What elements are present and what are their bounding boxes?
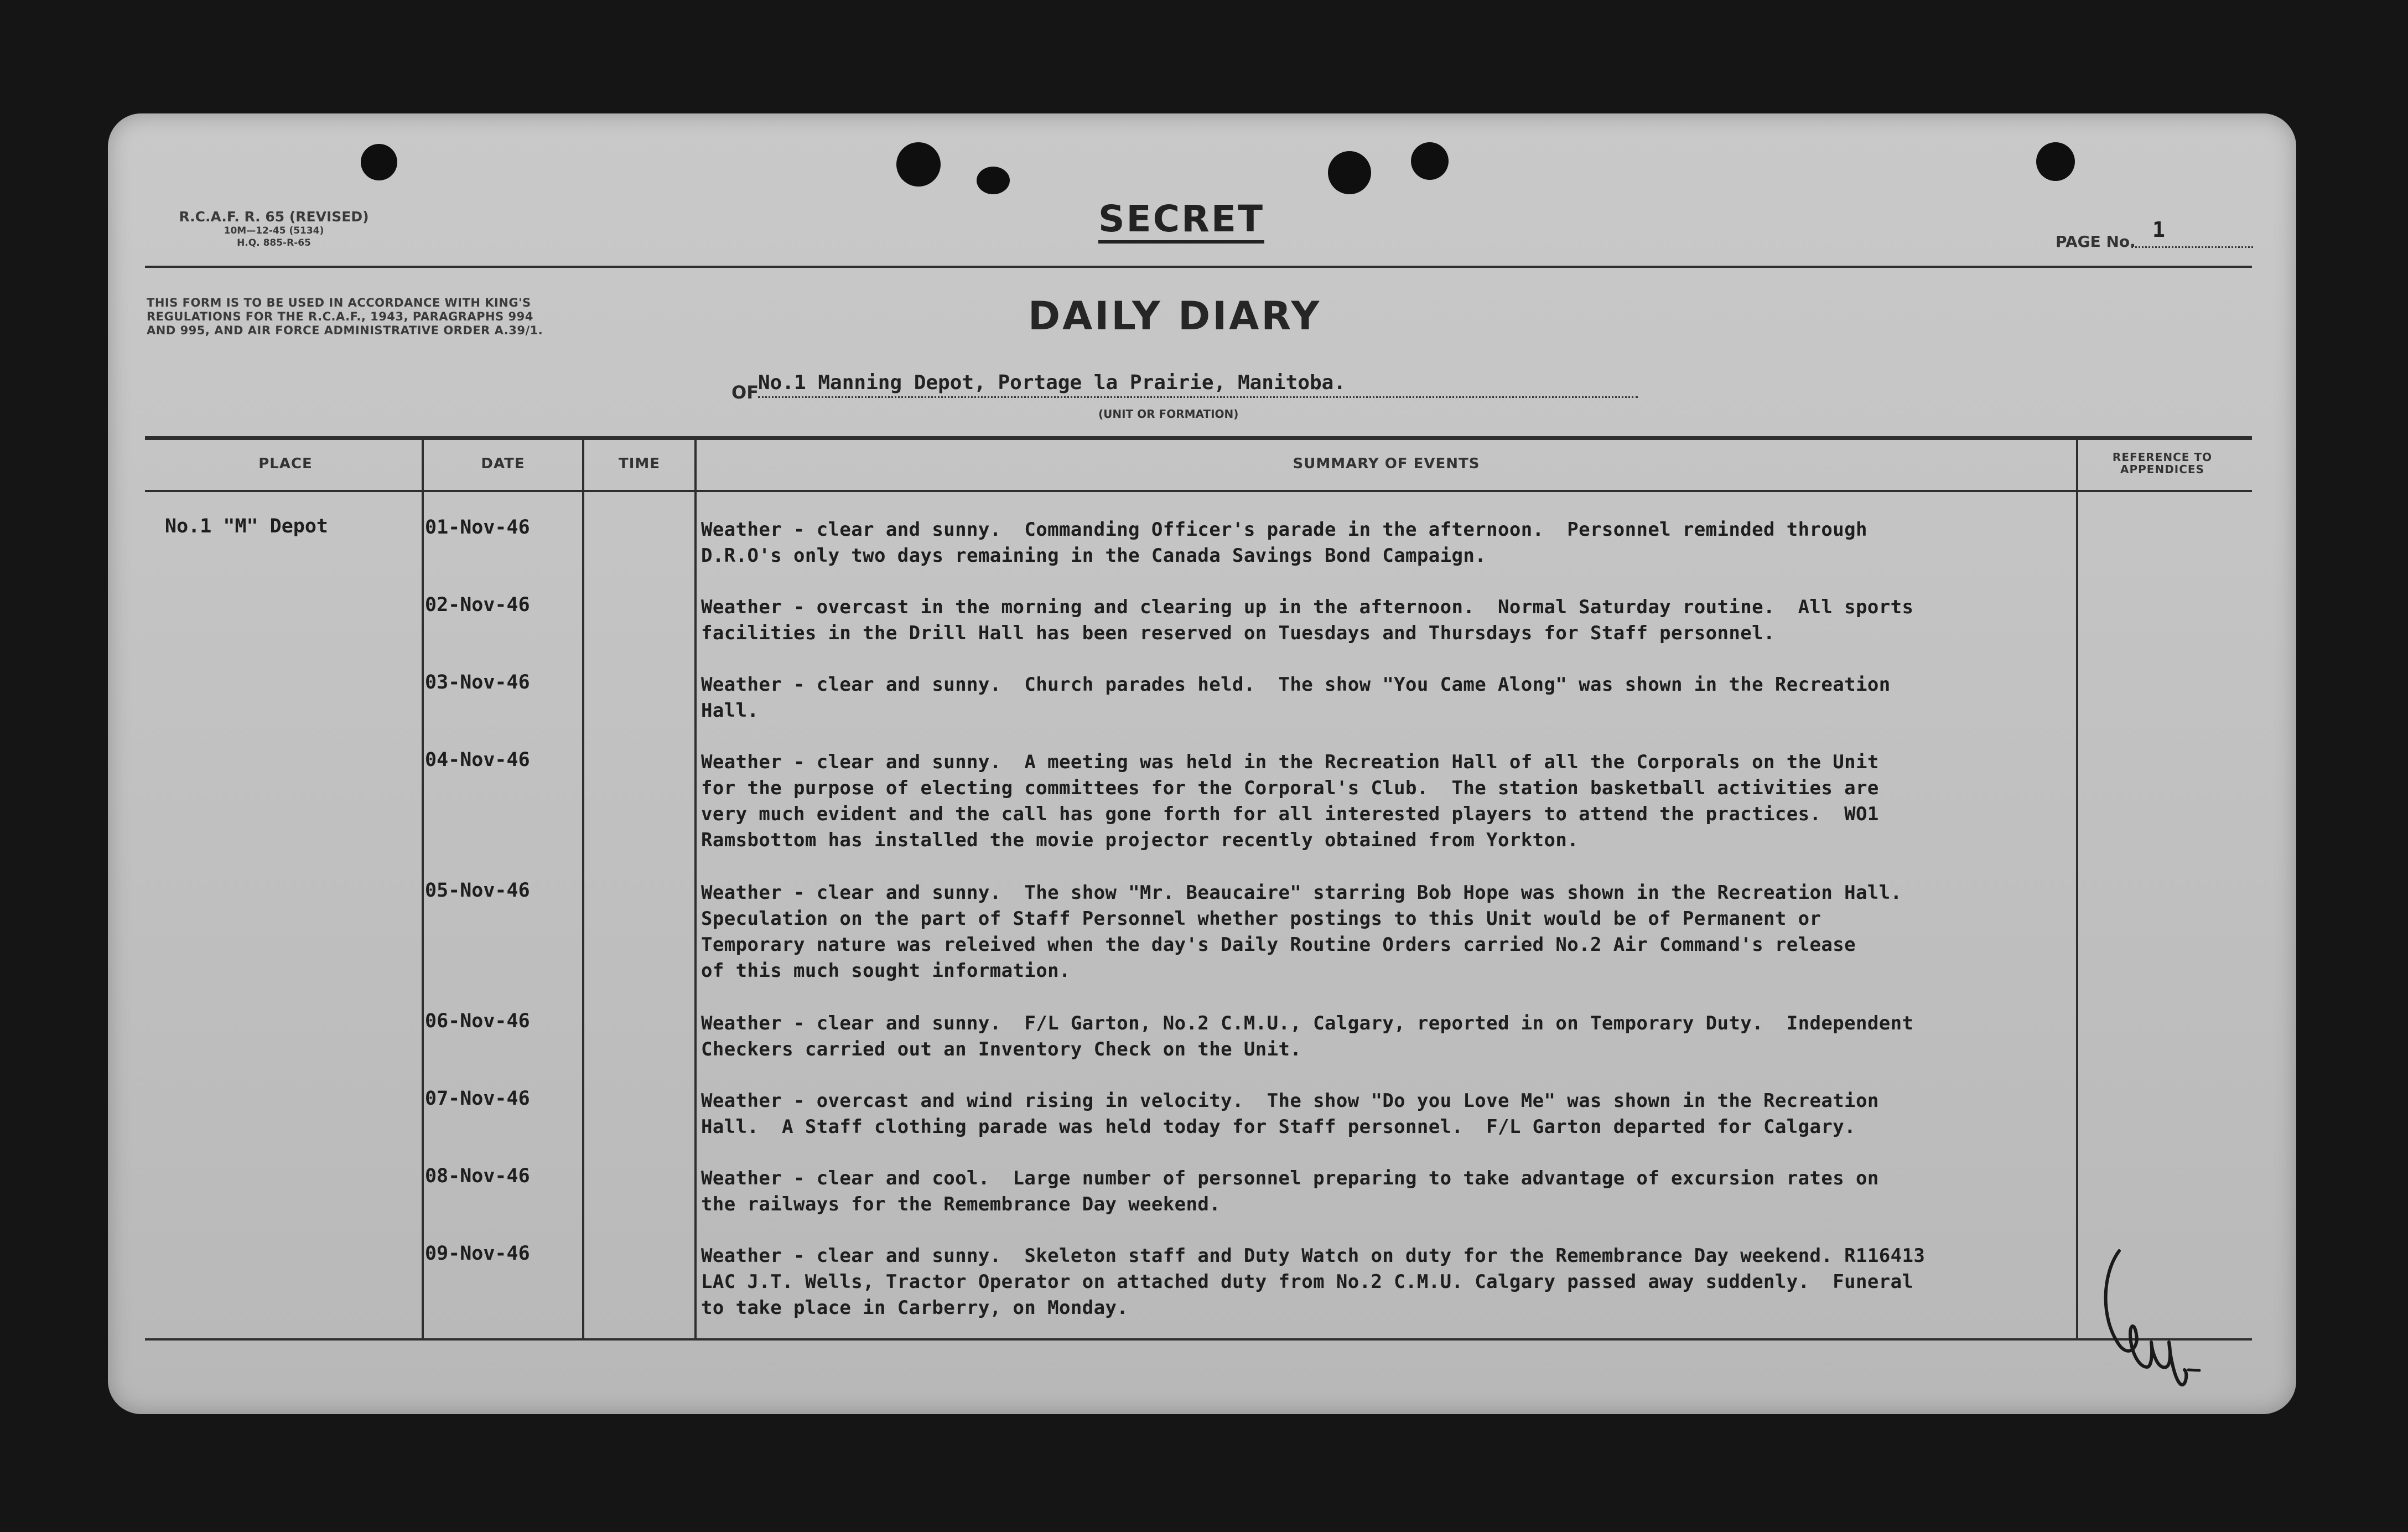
entry-date: 07-Nov-46 [425,1088,530,1110]
entry-summary: Weather - overcast and wind rising in velocity. The show "Do you Love Me" was shown in the Recreation Hall. A Staff clothing parade was held today for Staff personnel. F/L Garton departed for Calgary. [701,1090,1879,1138]
column-divider-place [422,440,424,1339]
entry-date: 05-Nov-46 [425,879,530,902]
entry-summary: Weather - clear and sunny. Skeleton staff and Duty Watch on duty for the Remembrance Day weekend. R116413 LAC J.T. Wells, Tractor Operator on attached duty from No.2 C.M.U. Calgary passed away suddenly. Funeral to take place in Carberry, on Monday. [701,1245,1926,1319]
header-divider [145,266,2252,268]
entry-date: 03-Nov-46 [425,671,530,693]
punch-hole [896,142,941,187]
entry-date: 01-Nov-46 [425,516,530,539]
classification-heading: SECRET [1098,198,1264,244]
entry-summary: Weather - clear and sunny. F/L Garton, No.2 C.M.U., Calgary, reported in on Temporary Duty. Independent Checkers carried out an Inventory Check on the Unit. [701,1012,1914,1060]
entry-date: 02-Nov-46 [425,594,530,616]
entry-summary: Weather - clear and cool. Large number of personnel preparing to take advantage of excursion rates on the railways for the Remembrance Day weekend. [701,1167,1879,1215]
column-header-date: DATE [481,456,525,472]
unit-of-label: OF [731,382,759,403]
entry-summary: Weather - clear and sunny. The show "Mr. Beaucaire" starring Bob Hope was shown in the Recreation Hall. Speculation on the part of Staff Personnel whether postings to this Unit would be of Permanent or Temporary nature was releived when the day's Daily Routine Orders carried No.2 Air Command's release of this much sought information. [701,882,1902,982]
form-instructions: THIS FORM IS TO BE USED IN ACCORDANCE WITH KING'S REGULATIONS FOR THE R.C.A.F., 1943, PARAGRAPHS 994 AND 995, AND AIR FORCE ADMINISTRATIVE ORDER A.39/1. [147,296,543,337]
punch-hole [1411,142,1449,180]
form-number-line: R.C.A.F. R. 65 (REVISED) [179,209,369,225]
signature-icon [2097,1240,2208,1400]
table-bottom-rule [145,1338,2252,1340]
form-code-line2: H.Q. 885-R-65 [237,237,311,249]
form-code-line1: 10M—12-45 (5134) [224,225,324,236]
table-top-rule [145,436,2252,440]
unit-name: No.1 Manning Depot, Portage la Prairie, Manitoba. [758,370,1638,398]
column-divider-date [582,440,584,1339]
entry-summary: Weather - clear and sunny. Commanding Officer's parade in the afternoon. Personnel reminded through D.R.O's only two days remaining in the Canada Savings Bond Campaign. [701,519,1867,567]
column-header-reference: REFERENCE TO APPENDICES [2112,451,2213,476]
column-header-summary: SUMMARY OF EVENTS [1293,456,1480,472]
column-header-rule [145,490,2252,492]
punch-hole [2036,142,2075,181]
entry-date: 06-Nov-46 [425,1010,530,1032]
column-header-time: TIME [618,456,661,472]
page-number: 1 [2152,218,2165,242]
place-cell: No.1 "M" Depot [165,515,329,537]
punch-hole [361,144,397,180]
column-header-place: PLACE [258,456,313,472]
punch-hole [1328,151,1371,194]
unit-caption: (UNIT OR FORMATION) [1098,407,1239,421]
entry-summary: Weather - overcast in the morning and clearing up in the afternoon. Normal Saturday routine. All sports facilities in the Drill Hall has been reserved on Tuesdays and Thursdays for Staff personnel. [701,596,1914,644]
punch-hole [977,167,1010,194]
entry-summary: Weather - clear and sunny. A meeting was held in the Recreation Hall of all the Corporals on the Unit for the purpose of electing committees for the Corporal's Club. The station basketball activities are very much evident and the call has gone forth for all interested players to attend the practices. WO1 Ramsbottom has installed the movie projector recently obtained from Yorkton. [701,751,1879,851]
page-label: PAGE No. [2056,232,2136,251]
page-title: DAILY DIARY [1028,293,1322,339]
entry-summary: Weather - clear and sunny. Church parades held. The show "You Came Along" was shown in the Recreation Hall. [701,674,1891,722]
column-divider-time [694,440,697,1339]
page-number-line [2131,246,2253,248]
entry-date: 08-Nov-46 [425,1165,530,1187]
entry-date: 09-Nov-46 [425,1243,530,1265]
entry-date: 04-Nov-46 [425,749,530,771]
form-number [158,209,390,249]
